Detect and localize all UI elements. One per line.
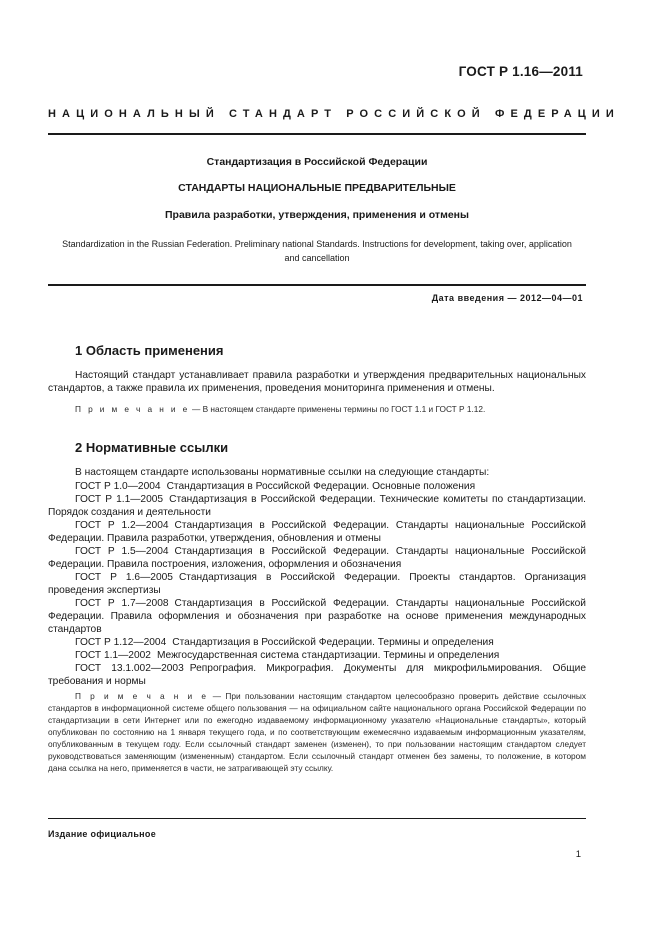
reference-item (48, 480, 586, 493)
page-number: 1 (575, 849, 581, 860)
note-text: — В настоящем стандарте применены термины по ГОСТ 1.1 и ГОСТ Р 1.12. (189, 404, 486, 414)
title-line-3: Правила разработки, утверждения, применения и отмены (165, 209, 469, 221)
effective-date: Дата введения — 2012—04—01 (431, 293, 583, 303)
section-1-note (48, 403, 586, 415)
reference-item (48, 662, 586, 688)
reference-item (48, 519, 586, 545)
document-code: ГОСТ Р 1.16—2011 (458, 64, 583, 79)
reference-title: Стандартизация в Российской Федерации. Стандарты национальные Российской Федерации. Правила построения, изложения, оформления и обозначения (48, 546, 587, 570)
reference-code: ГОСТ Р 1.0—2004 (75, 481, 161, 492)
section-2-intro-text: В настоящем стандарте использованы нормативные ссылки на следующие стандарты: (75, 467, 490, 478)
reference-item (48, 636, 586, 649)
title-divider (48, 284, 586, 286)
section-1-heading: 1 Область применения (75, 343, 224, 358)
reference-title: Стандартизация в Российской Федерации. Стандарты национальные Российской Федерации. Правила оформления и обозначения при разработке на основе применения международных стандартов (48, 598, 587, 635)
section-1-text (48, 369, 586, 395)
title-line-2: СТАНДАРТЫ НАЦИОНАЛЬНЫЕ ПРЕДВАРИТЕЛЬНЫЕ (178, 182, 456, 194)
reference-code: ГОСТ Р 1.1—2005 (75, 494, 164, 505)
note-label: П р и м е ч а н и е (75, 404, 190, 414)
reference-item (48, 571, 586, 597)
reference-item (48, 649, 586, 662)
section-1-paragraph: Настоящий стандарт устанавливает правила разработки и утверждения предварительных национальных стандартов, а также правила их применения, проведения мониторинга применения и отмены. (48, 370, 586, 394)
reference-code: ГОСТ Р 1.2—2004 (75, 520, 169, 531)
reference-code: ГОСТ Р 1.5—2004 (75, 546, 169, 557)
footer-divider (48, 818, 586, 819)
reference-item (48, 545, 586, 571)
note-text: — При пользовании настоящим стандартом целесообразно проверить действие ссылочных стандартов в информационной системе общего пользования — на официальном сайте национального органа Российской Федерации по стандартизации в сети Интернет или по ежегодно издаваемому информационному указателю «Национальные стандарты», который опубликован по состоянию на 1 января текущего года, и по соответствующим ежемесячно издаваемым информационным указателям, опубликованным в текущем году. Если ссылочный стандарт заменен (изменен), то при пользовании настоящим стандартом следует руководствоваться заменяющим (измененным) стандартом. Если ссылочный стандарт отменен без замены, то положение, в котором дана ссылка на него, применяется в части, не затрагивающей эту ссылку. (48, 691, 586, 773)
english-title: Standardization in the Russian Federation. Preliminary national Standards. Instructions for development, taking over, application and cancellation (62, 239, 572, 263)
reference-title: Межгосударственная система стандартизации. Термины и определения (156, 650, 500, 661)
section-2-heading: 2 Нормативные ссылки (75, 440, 229, 455)
note-label: П р и м е ч а н и е (75, 691, 209, 701)
reference-item (48, 597, 586, 636)
header-divider (48, 133, 586, 135)
reference-title: Стандартизация в Российской Федерации. Технические комитеты по стандартизации. Порядок создания и деятельности (48, 494, 587, 518)
official-edition-label: Издание официальное (48, 829, 157, 839)
reference-title: Стандартизация в Российской Федерации. Основные положения (166, 481, 476, 492)
references-list (48, 480, 586, 688)
reference-code: ГОСТ 13.1.002—2003 (75, 663, 184, 674)
section-2-note (48, 690, 586, 774)
reference-item (48, 493, 586, 519)
national-standard-title: НАЦИОНАЛЬНЫЙ СТАНДАРТ РОССИЙСКОЙ ФЕДЕРАЦИИ (48, 108, 620, 120)
reference-code: ГОСТ 1.1—2002 (75, 650, 151, 661)
reference-code: ГОСТ Р 1.12—2004 (75, 637, 167, 648)
reference-title: Стандартизация в Российской Федерации. Термины и определения (172, 637, 494, 648)
reference-code: ГОСТ Р 1.7—2008 (75, 598, 169, 609)
reference-title: Репрография. Микрография. Документы для микрофильмирования. Общие требования и нормы (48, 663, 586, 687)
reference-title: Стандартизация в Российской Федерации. Стандарты национальные Российской Федерации. Правила разработки, утверждения, обновления и отмены (48, 520, 587, 544)
reference-code: ГОСТ Р 1.6—2005 (75, 572, 173, 583)
reference-title: Стандартизация в Российской Федерации. Проекты стандартов. Организация проведения экспертизы (48, 572, 586, 596)
title-line-1: Стандартизация в Российской Федерации (206, 156, 428, 168)
section-2-intro (48, 466, 586, 479)
